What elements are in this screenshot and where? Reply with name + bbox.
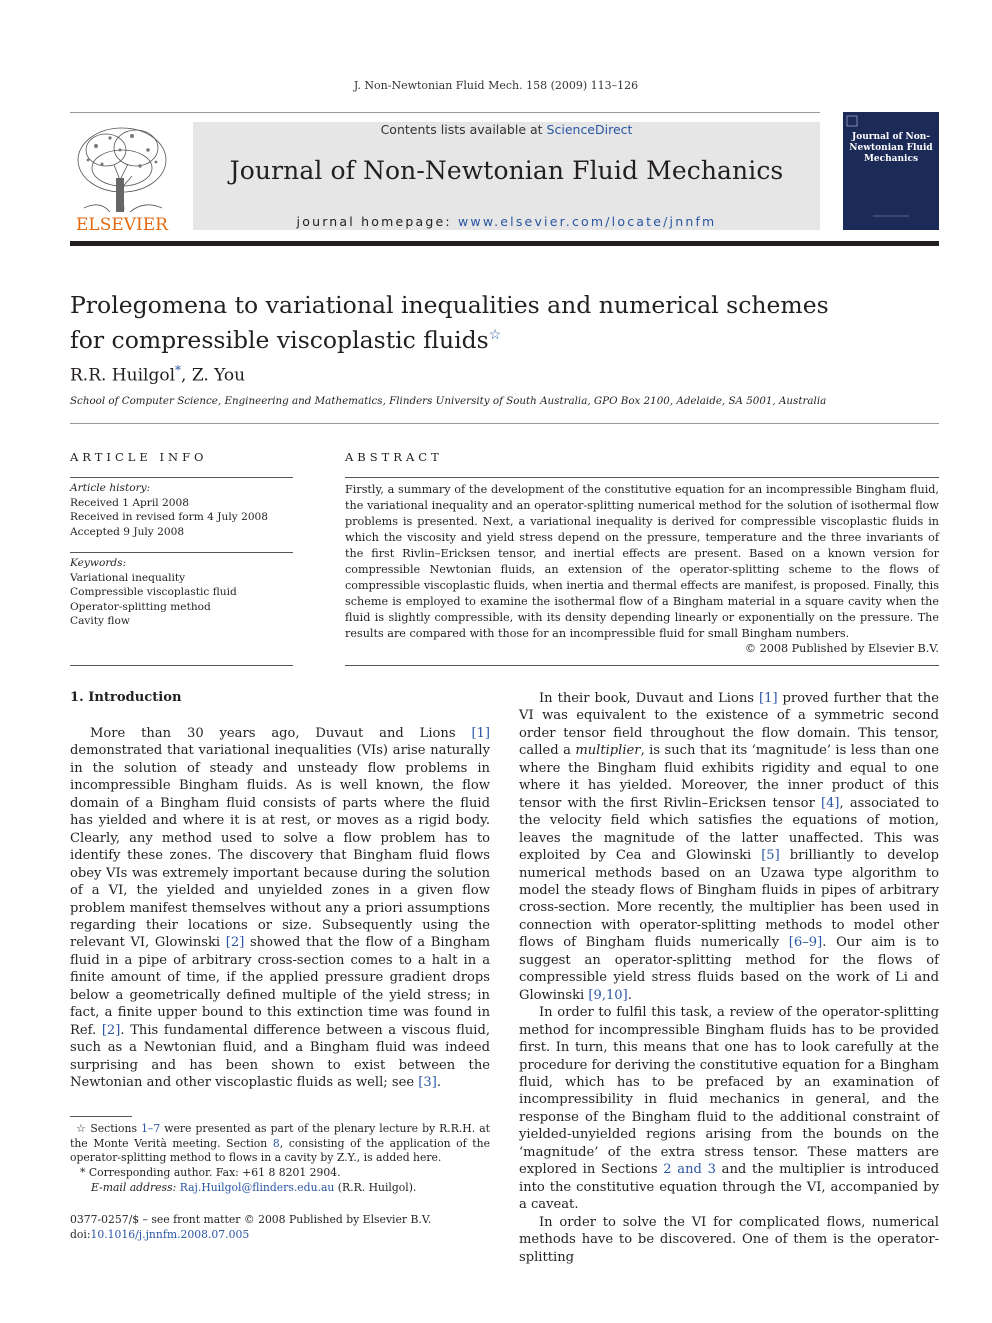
keyword: Operator-splitting method (70, 600, 211, 613)
reference-link[interactable]: [2] (101, 1022, 121, 1038)
contents-line (193, 122, 820, 137)
abstract-copyright: © 2008 Published by Elsevier B.V. (744, 642, 939, 655)
history-received: Received 1 April 2008 (70, 496, 189, 509)
doi-line (70, 1228, 431, 1243)
journal-homepage (193, 214, 820, 229)
body-column-right (519, 690, 939, 1266)
footnote-rule (70, 1116, 132, 1117)
affiliation-rule (70, 423, 939, 424)
article-info-rule (70, 477, 293, 478)
doi-prefix: doi: (70, 1227, 91, 1241)
elsevier-tree-icon (70, 120, 174, 232)
reference-link[interactable]: [9,10] (588, 987, 628, 1003)
paragraph: In order to fulfil this task, a review of the operator-splitting method for incompressible Bingham fluids has to be provided first. In turn, this means that one has to look carefully at the procedure for deriving the constitutive equation for a Bingham fluid, which has to be prefaced by an examination of incompressibility in fluid mechanics in general, and the response of the Bingham fluid to the additional constraint of yielded-unyielded regions arising from the bounds on the ‘magnitude’ of the extra stress tensor. These matters are explored in Sections 2 and 3 and the multiplier is introduced into the constitutive equation through the VI, accompanied by a caveat. (519, 1005, 940, 1213)
paragraph: More than 30 years ago, Duvaut and Lions [1] demonstrated that variational inequalities (VIs) arise naturally in the solution of steady and unsteady flow problems in incompressible Bingham fluids. As is well known, the flow domain of a Bingham fluid consists of parts where the fluid has yielded and where it is at rest, or moves as a rigid body. Clearly, any method used to solve a flow problem has to identify these zones. The discovery that Bingham fluid flows obey VIs was extremely important because during the solution of a VI, the yielded and unyielded zones in a given flow problem manifest themselves without any a priori assumptions regarding their locations or size. Subsequently using the relevant VI, Glowinski [2] showed that the flow of a Bingham fluid in a pipe of arbitrary cross-section comes to a halt in a finite amount of time, if the applied pressure gradient drops below a geometrically defined multiple of the yield stress; in fact, a finite upper bound to this extinction time was found in Ref. [2]. This fundamental difference between a viscous fluid, such as a Newtonian fluid, and a Bingham fluid was indeed surprising and has been shown to exist between the Newtonian and other viscoplastic fluids as well; see [3]. (70, 726, 490, 1091)
article-info-bottom-rule (70, 665, 293, 666)
sciencedirect-link[interactable]: ScienceDirect (546, 122, 633, 137)
abstract-text: Firstly, a summary of the development of the constitutive equation for an incompressible Bingham fluid, the variational inequality and an operator-splitting numerical method for the solution of isothermal flow problems is presented. Next, a variational inequality is derived for compressible viscoplastic fluids in which the viscosity and yield stress depend on the pressure, temperature and the three invariants of the first Rivlin–Ericksen tensor, and inertial effects are present. Based on a known version for compressible Newtonian fluids, an extension of the operator-splitting scheme to the flows of compressible viscoplastic fluids, when inertia and thermal effects are manifest, is proposed. Finally, this scheme is employed to examine the isothermal flow of a Bingham material in a square cavity when the fluid is slightly compressible, with its density depending linearly or exponentially on the pressure. The results are compared with those for an incompressible fluid for small Bingham numbers. (345, 483, 939, 640)
history-revised: Received in revised form 4 July 2008 (70, 511, 269, 523)
journal-cover-image[interactable] (843, 112, 939, 230)
issn-block (70, 1213, 431, 1242)
title-line-1: Prolegomena to variational inequalities and numerical schemes (70, 291, 829, 319)
history-label: Article history: (70, 482, 151, 494)
cover-title: Journal of Non-Newtonian Fluid Mechanics (849, 132, 933, 164)
keyword: Variational inequality (70, 571, 186, 584)
keyword: Compressible viscoplastic fluid (70, 586, 237, 598)
footnote-corresponding: * Corresponding author. Fax: +61 8 8201 2904. (80, 1166, 341, 1180)
article-history (70, 481, 293, 539)
header-thick-rule (70, 241, 939, 246)
journal-citation: J. Non-Newtonian Fluid Mech. 158 (2009) 113–126 (353, 79, 639, 92)
body-column-left (70, 725, 490, 1092)
reference-link[interactable]: 1–7 (141, 1122, 161, 1135)
author-huilgol: R.R. Huilgol (70, 365, 176, 386)
footnotes (70, 1122, 490, 1196)
reference-link[interactable]: [3] (418, 1075, 437, 1091)
author-separator: , (181, 365, 192, 386)
keyword: Cavity flow (70, 615, 130, 627)
abstract-bottom-rule (345, 665, 939, 666)
keywords (70, 556, 293, 629)
reference-link[interactable]: 2 and 3 (663, 1162, 716, 1178)
keywords-label: Keywords: (70, 557, 127, 569)
history-accepted: Accepted 9 July 2008 (70, 525, 185, 538)
emphasis: multiplier (575, 743, 641, 759)
section-heading-introduction: 1. Introduction (70, 690, 182, 705)
elsevier-logo[interactable] (70, 120, 174, 232)
abstract-heading: ABSTRACT (345, 450, 443, 464)
affiliation: School of Computer Science, Engineering and Mathematics, Flinders University of South Australia, GPO Box 2100, Adelaide, SA 5001, Australia (70, 395, 827, 407)
reference-link[interactable]: [6–9] (788, 935, 823, 951)
doi-link[interactable]: 10.1016/j.jnnfm.2008.07.005 (90, 1227, 250, 1241)
author-list (70, 363, 245, 386)
reference-link[interactable]: 8 (272, 1136, 280, 1150)
email-label: E-mail address: (91, 1180, 177, 1194)
article-title (70, 290, 850, 355)
reference-link[interactable]: [5] (761, 848, 780, 864)
keywords-rule (70, 552, 293, 553)
reference-link[interactable]: [4] (820, 795, 840, 811)
reference-link[interactable]: [1] (759, 691, 778, 706)
elsevier-wordmark: ELSEVIER (76, 215, 168, 232)
article-info-heading: ARTICLE INFO (70, 450, 208, 464)
title-line-2 (70, 320, 850, 355)
footnote-sections: ☆ Sections 1–7 were presented as part of the plenary lecture by R.R.H. at the Monte Verità meeting. Section 8, consisting of the application of the operator-splitting method to flows in a cavity by Z.Y., is added here. (70, 1122, 490, 1165)
reference-link[interactable]: [1] (471, 726, 490, 741)
paragraph: In their book, Duvaut and Lions [1] proved further that the VI was equivalent to the existence of a symmetric second order tensor field throughout the flow domain. This tensor, called a multiplier, is such that its ‘magnitude’ is less than one where the Bingham fluid exhibits rigidity and equal to one where it has yielded. Moreover, the inner product of this tensor with the first Rivlin–Ericksen tensor [4], associated to the velocity field which satisfies the equations of motion, leaves the magnitude of the latter unaffected. This was exploited by Cea and Glowinski [5] brilliantly to develop numerical methods based on an Uzawa type algorithm to model the steady flows of Bingham fluids in pipes of arbitrary cross-section. More recently, the multiplier has been used in connection with operator-splitting methods to model other flows of Bingham fluids numerically [6–9]. Our aim is to suggest an operator-splitting method for the flows of compressible yield stress fluids based on the work of Li and Glowinski [9,10]. (519, 691, 940, 1003)
author-you: Z. You (191, 365, 246, 386)
corresponding-author-mark[interactable]: * (175, 363, 182, 377)
email-link[interactable]: Raj.Huilgol@flinders.edu.au (179, 1180, 335, 1194)
contents-prefix: Contents lists available at (380, 122, 547, 137)
homepage-prefix: journal homepage: (296, 214, 458, 229)
email-suffix: (R.R. Huilgol). (334, 1180, 417, 1194)
title-line-2-text: for compressible viscoplastic fluids (70, 325, 489, 354)
paragraph: In order to solve the VI for complicated flows, numerical methods have to be discovered. One of them is the operator-splitting (519, 1214, 939, 1265)
title-footnote-mark[interactable]: ☆ (488, 327, 502, 343)
abstract-rule (345, 477, 939, 478)
header-rule (70, 112, 820, 113)
footnote-email (70, 1181, 490, 1196)
homepage-link[interactable]: www.elsevier.com/locate/jnnfm (457, 214, 717, 229)
journal-name: Journal of Non-Newtonian Fluid Mechanics (229, 156, 784, 185)
reference-link[interactable]: [2] (225, 935, 245, 951)
issn-line: 0377-0257/$ – see front matter © 2008 Published by Elsevier B.V. (70, 1213, 432, 1226)
cover-decoration-icon (843, 112, 939, 230)
